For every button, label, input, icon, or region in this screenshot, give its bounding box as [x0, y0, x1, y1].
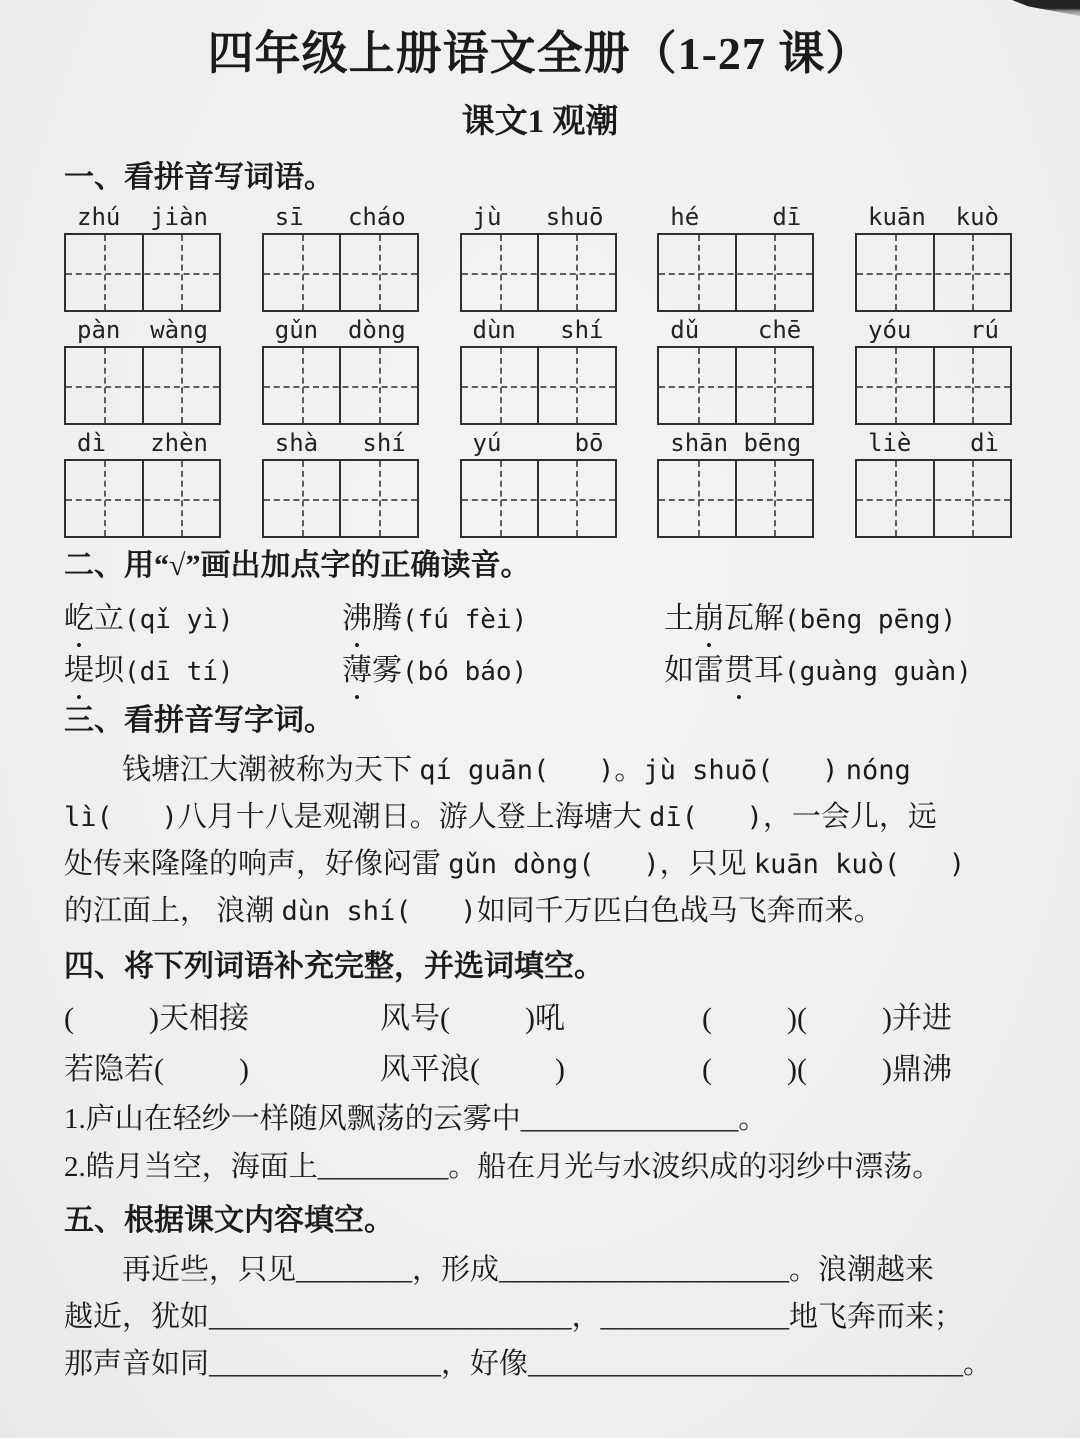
grid-dash-line	[264, 499, 417, 501]
text-fill-paragraph	[0, 1247, 1080, 1388]
word-fill-items	[0, 1095, 1080, 1191]
pinyin-syllable: chē	[757, 316, 802, 344]
hanzi-run: 处传来隆隆的响声，好像闷雷	[64, 848, 449, 880]
pinyin-reading: (dī tí)	[124, 657, 234, 687]
word-grid-group	[657, 317, 814, 425]
dot-word-item	[664, 648, 1060, 695]
pinyin-grid-block	[0, 204, 1080, 538]
dotted-hanzi: 贯	[724, 654, 754, 687]
pinyin-syllable: zhú	[77, 203, 121, 231]
word-grid-group	[460, 204, 617, 312]
text-line	[64, 888, 1024, 935]
pinyin-syllable: kuò	[955, 203, 999, 231]
word-completion-cell: ( )( )鼎沸	[702, 1053, 952, 1086]
writing-grid-box	[460, 346, 617, 425]
hanzi-text: 耳	[754, 654, 784, 687]
pinyin-label	[855, 317, 1012, 344]
dot-word-item	[664, 596, 1060, 643]
pinyin-label	[460, 430, 617, 457]
pinyin-syllable: rú	[970, 316, 999, 344]
word-completion-cell: 若隐若( )	[64, 1053, 249, 1086]
fill-in-item: 1.庐山在轻纱一样随风飘荡的云雾中_______________。	[64, 1103, 768, 1135]
page-title: 四年级上册语文全册（1-27 课）	[207, 28, 873, 79]
pinyin-syllable: shuō	[545, 203, 604, 231]
hanzi-run: 八月十八是观潮日。游人登上海塘大	[177, 801, 650, 833]
writing-grid-box	[64, 459, 221, 538]
pinyin-syllable: shà	[274, 429, 319, 457]
writing-grid-box	[657, 459, 814, 538]
section1-heading: 一、看拼音写词语。	[64, 161, 334, 194]
pinyin-paragraph	[0, 747, 1080, 935]
hanzi-run: 。	[614, 754, 644, 786]
word-grid-group	[657, 204, 814, 312]
word-grid-group	[855, 430, 1012, 538]
writing-grid-box	[262, 346, 419, 425]
pinyin-label	[657, 317, 814, 344]
pinyin-syllable: shí	[560, 316, 604, 344]
grid-dash-line	[659, 499, 812, 501]
section3-heading: 三、看拼音写字词。	[64, 704, 334, 737]
pinyin-grid-row	[64, 430, 1012, 538]
grid-dash-line	[66, 386, 219, 388]
pinyin-reading: (bēng pēng)	[784, 605, 957, 635]
word-grid-group	[855, 204, 1012, 312]
hanzi-text: 腾	[372, 602, 402, 635]
grid-dash-line	[857, 273, 1010, 275]
writing-grid-box	[855, 346, 1012, 425]
pinyin-syllable: yú	[472, 429, 502, 457]
pinyin-run: jù shuō( )	[643, 755, 839, 786]
grid-dash-line	[264, 273, 417, 275]
hanzi-text: 雾	[372, 654, 402, 687]
pinyin-syllable: bēng	[743, 429, 802, 457]
pinyin-syllable: wàng	[150, 316, 208, 344]
word-completion-cell: 风平浪( )	[380, 1053, 565, 1086]
pinyin-label	[855, 430, 1012, 457]
pinyin-syllable: zhèn	[150, 429, 208, 457]
writing-grid-box	[657, 346, 814, 425]
writing-grid-box	[460, 459, 617, 538]
word-grid-group	[262, 317, 419, 425]
text-line: 越近，犹如_________________________，_____________地飞奔而来；	[64, 1301, 964, 1333]
hanzi-run	[838, 754, 845, 786]
writing-grid-box	[64, 346, 221, 425]
word-completion-cell: ( )天相接	[64, 1002, 249, 1035]
pinyin-syllable: dǔ	[670, 316, 700, 344]
word-completion-cell: ( )( )并进	[702, 1002, 952, 1035]
writing-grid-box	[262, 459, 419, 538]
pinyin-label	[64, 317, 221, 344]
pinyin-syllable: gǔn	[274, 316, 319, 344]
pinyin-run: dùn shí( )	[281, 896, 477, 927]
pinyin-syllable: jiàn	[150, 203, 208, 231]
hanzi-run: 钱塘江大潮被称为天下	[122, 754, 420, 786]
writing-grid-box	[460, 233, 617, 312]
pinyin-syllable: cháo	[347, 203, 406, 231]
pinyin-syllable: bō	[574, 429, 604, 457]
pinyin-syllable: yóu	[868, 316, 912, 344]
pinyin-label	[460, 204, 617, 231]
pinyin-syllable: sī	[274, 203, 304, 231]
dot-word-item	[64, 648, 342, 695]
word-grid-group	[262, 204, 419, 312]
pinyin-syllable: shí	[362, 429, 406, 457]
pinyin-reading: (bó báo)	[402, 657, 528, 687]
word-completion-cell: 风号( )吼	[380, 1002, 565, 1035]
pinyin-label	[262, 430, 419, 457]
pinyin-syllable: dī	[772, 203, 802, 231]
dotted-hanzi: 沸	[342, 602, 372, 635]
grid-dash-line	[857, 499, 1010, 501]
pinyin-grid-row	[64, 317, 1012, 425]
pinyin-label	[262, 317, 419, 344]
word-grid-group	[262, 430, 419, 538]
pinyin-label	[855, 204, 1012, 231]
hanzi-text: 如雷	[664, 654, 724, 687]
grid-dash-line	[659, 386, 812, 388]
dotted-hanzi: 薄	[342, 654, 372, 687]
pinyin-syllable: liè	[868, 429, 912, 457]
hanzi-run: 如同千万匹白色战马飞奔而来。	[476, 895, 883, 927]
pinyin-syllable: dùn	[472, 316, 516, 344]
dotted-hanzi: 堤	[64, 654, 94, 687]
pinyin-label	[657, 430, 814, 457]
hanzi-run: ，只见	[659, 848, 754, 880]
dot-word-item	[342, 648, 664, 695]
word-grid-group	[64, 317, 221, 425]
word-grid-group	[657, 430, 814, 538]
pinyin-run: dī( )	[649, 802, 763, 833]
pinyin-syllable: dì	[77, 429, 106, 457]
lesson-title: 课文1 观潮	[461, 104, 619, 140]
pinyin-syllable: jù	[472, 203, 502, 231]
text-line	[64, 794, 1024, 841]
pinyin-label	[460, 317, 617, 344]
grid-dash-line	[462, 273, 615, 275]
dot-word-item	[342, 596, 664, 643]
pinyin-run: lì( )	[64, 802, 178, 833]
section2-heading: 二、用“√”画出加点字的正确读音。	[64, 549, 531, 582]
pinyin-syllable: pàn	[77, 316, 121, 344]
text-line: 那声音如同________________，好像______________________________。	[64, 1348, 993, 1380]
writing-grid-box	[855, 233, 1012, 312]
grid-dash-line	[659, 273, 812, 275]
pinyin-reading: (fú fèi)	[402, 605, 528, 635]
hanzi-text: 立	[94, 602, 124, 635]
section4-heading: 四、将下列词语补充完整，并选词填空。	[64, 950, 604, 983]
writing-grid-box	[64, 233, 221, 312]
pinyin-run: qí guān( )	[419, 755, 615, 786]
hanzi-run: 的江面上， 浪潮	[64, 895, 282, 927]
text-line	[64, 747, 1024, 794]
pinyin-reading: (qǐ yì)	[124, 605, 234, 635]
grid-dash-line	[462, 499, 615, 501]
fill-in-item: 2.皓月当空，海面上_________。船在月光与水波织成的羽纱中漂荡。	[64, 1151, 942, 1183]
pinyin-syllable: dì	[970, 429, 999, 457]
pinyin-label	[64, 430, 221, 457]
grid-dash-line	[462, 386, 615, 388]
dot-word-grid	[64, 596, 1060, 695]
word-grid-group	[64, 204, 221, 312]
word-grid-group	[64, 430, 221, 538]
pinyin-run: gǔn dòng( )	[448, 849, 660, 880]
pinyin-label	[64, 204, 221, 231]
pinyin-run: nóng	[845, 755, 911, 786]
pinyin-grid-row	[64, 204, 1012, 312]
text-line	[64, 841, 1024, 888]
scan-artifact	[1012, 0, 1080, 16]
grid-dash-line	[66, 499, 219, 501]
writing-grid-box	[262, 233, 419, 312]
grid-dash-line	[857, 386, 1010, 388]
hanzi-text: 坝	[94, 654, 124, 687]
hanzi-run: ，一会儿，远	[762, 801, 937, 833]
hanzi-text: 瓦解	[724, 602, 784, 635]
pinyin-syllable: shān	[670, 429, 729, 457]
pinyin-syllable: kuān	[868, 203, 926, 231]
pinyin-reading: (guàng guàn)	[784, 657, 972, 687]
pinyin-label	[657, 204, 814, 231]
section5-heading: 五、根据课文内容填空。	[64, 1204, 394, 1237]
dotted-hanzi: 屹	[64, 602, 94, 635]
dot-word-item	[64, 596, 342, 643]
writing-grid-box	[657, 233, 814, 312]
grid-dash-line	[264, 386, 417, 388]
pinyin-label	[262, 204, 419, 231]
grid-dash-line	[66, 273, 219, 275]
pinyin-syllable: hé	[670, 203, 700, 231]
word-grid-group	[460, 317, 617, 425]
dotted-hanzi: 崩	[694, 602, 724, 635]
pinyin-run: kuān kuò( )	[753, 849, 966, 880]
pinyin-syllable: dòng	[347, 316, 406, 344]
word-grid-group	[855, 317, 1012, 425]
word-completion-grid	[64, 993, 1060, 1095]
hanzi-text: 土	[664, 602, 694, 635]
writing-grid-box	[855, 459, 1012, 538]
word-grid-group	[460, 430, 617, 538]
text-line: 再近些，只见________，形成____________________。浪潮越来	[122, 1254, 935, 1286]
